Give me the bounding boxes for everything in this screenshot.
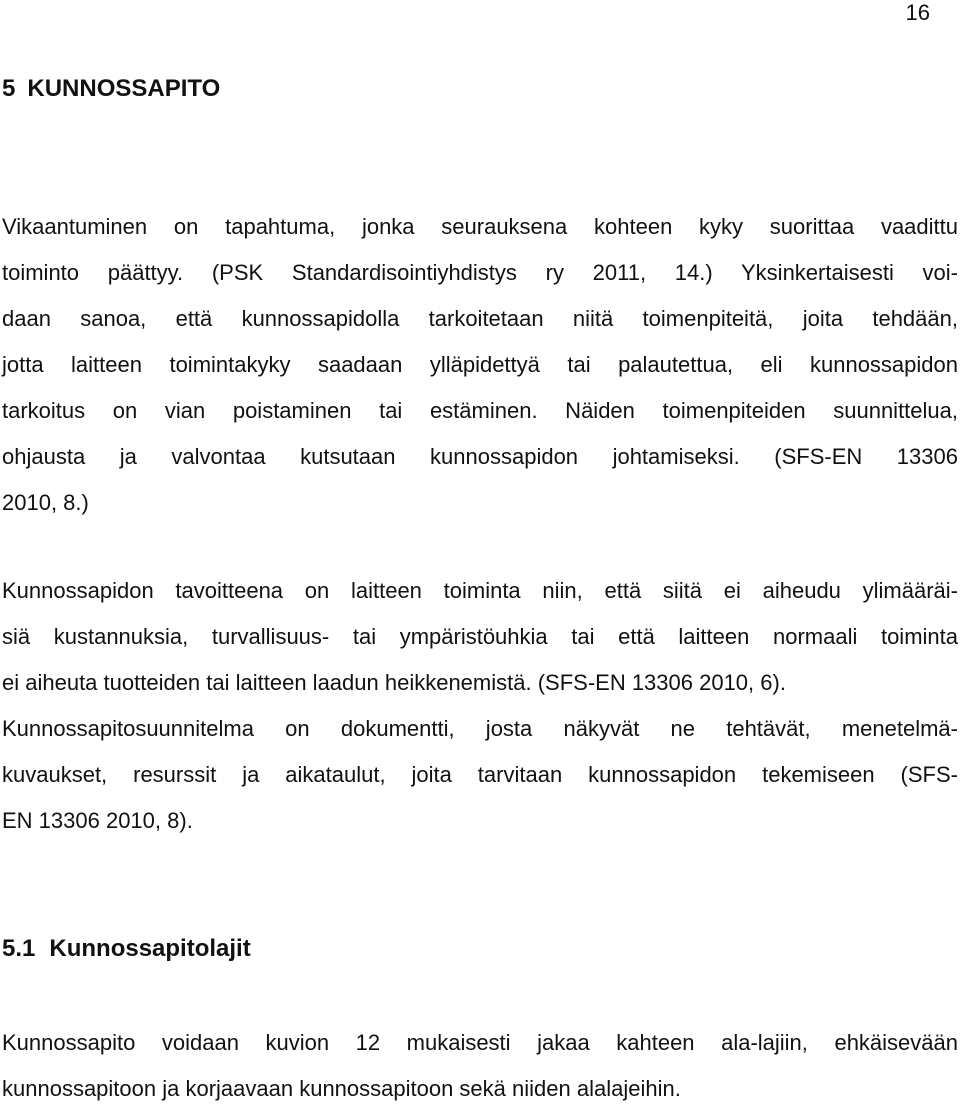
paragraph-maintenance-goals <box>2 568 958 844</box>
paragraph-line: Vikaantuminen on tapahtuma, jonka seurauksena kohteen kyky suorittaa vaadittu <box>2 214 958 239</box>
paragraph-line: siä kustannuksia, turvallisuus- tai ympäristöuhkia tai että laitteen normaali toiminta <box>2 624 958 649</box>
paragraph-line: Kunnossapitosuunnitelma on dokumentti, josta näkyvät ne tehtävät, menetelmä- <box>2 716 958 741</box>
paragraph-line: ei aiheuta tuotteiden tai laitteen laadun heikkenemistä. (SFS-EN 13306 2010, 6). <box>2 670 786 695</box>
page-number: 16 <box>905 0 930 25</box>
paragraph-line: toiminto päättyy. (PSK Standardisointiyhdistys ry 2011, 14.) Yksinkertaisesti voi- <box>2 260 958 285</box>
subsection-number: 5.1 <box>2 935 36 962</box>
paragraph-line: jotta laitteen toimintakyky saadaan ylläpidettyä tai palautettua, eli kunnossapidon <box>2 352 958 377</box>
section-title: KUNNOSSAPITO <box>27 75 221 102</box>
paragraph-line: Kunnossapito voidaan kuvion 12 mukaisesti jakaa kahteen ala-lajiin, ehkäisevään <box>2 1030 958 1055</box>
section-number: 5 <box>2 75 16 102</box>
paragraph-line: daan sanoa, että kunnossapidolla tarkoitetaan niitä toimenpiteitä, joita tehdään, <box>2 306 958 331</box>
paragraph-line: 2010, 8.) <box>2 490 89 515</box>
section-heading <box>2 74 220 104</box>
paragraph-line: Kunnossapidon tavoitteena on laitteen toiminta niin, että siitä ei aiheudu ylimääräi- <box>2 578 958 603</box>
paragraph-line: tarkoitus on vian poistaminen tai estäminen. Näiden toimenpiteiden suunnittelua, <box>2 398 958 423</box>
paragraph-line: EN 13306 2010, 8). <box>2 808 193 833</box>
subsection-heading <box>2 934 251 964</box>
paragraph-line: kuvaukset, resurssit ja aikataulut, joita tarvitaan kunnossapidon tekemiseen (SFS- <box>2 762 958 787</box>
paragraph-failure-definition <box>2 204 958 526</box>
subsection-title: Kunnossapitolajit <box>49 935 251 962</box>
paragraph-line: kunnossapitoon ja korjaavaan kunnossapitoon sekä niiden alalajeihin. <box>2 1076 681 1101</box>
paragraph-maintenance-types <box>2 1020 958 1112</box>
paragraph-line: ohjausta ja valvontaa kutsutaan kunnossapidon johtamiseksi. (SFS-EN 13306 <box>2 444 958 469</box>
